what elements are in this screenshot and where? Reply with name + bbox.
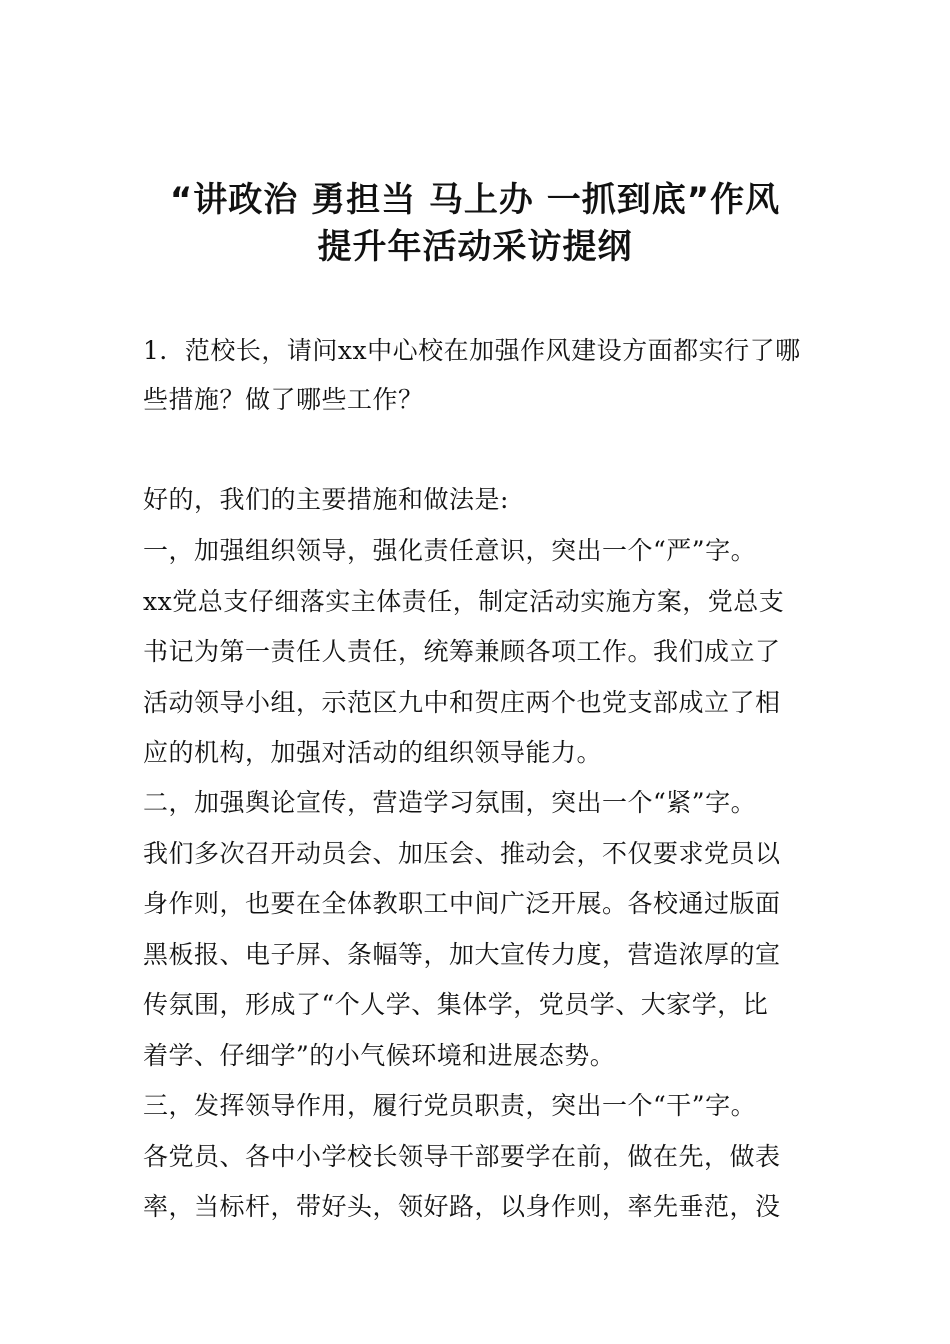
answer-line: 身作则，也要在全体教职工中间广泛开展。各校通过版面 xyxy=(143,889,781,918)
answer-line: 率，当标杆，带好头，领好路，以身作则，率先垂范，没 xyxy=(143,1192,781,1221)
answer-section-heading: 二，加强舆论宣传，营造学习氛围，突出一个“紧”字。 xyxy=(143,788,757,817)
answer-section-heading: 一，加强组织领导，强化责任意识，突出一个“严”字。 xyxy=(143,536,757,565)
answer-line: 活动领导小组，示范区九中和贺庄两个也党支部成立了相 xyxy=(143,688,781,717)
answer-line: 传氛围，形成了“个人学、集体学，党员学、大家学，比 xyxy=(143,990,769,1019)
answer-line: 应的机构，加强对活动的组织领导能力。 xyxy=(143,738,603,767)
question-line: 1．范校长，请问xx中心校在加强作风建设方面都实行了哪 xyxy=(143,336,801,365)
answer-line: 着学、仔细学”的小气候环境和进展态势。 xyxy=(143,1041,616,1070)
answer-intro-line: 好的，我们的主要措施和做法是: xyxy=(143,485,509,514)
question-line: 些措施？做了哪些工作？ xyxy=(143,385,424,414)
answer-line: xx党总支仔细落实主体责任，制定活动实施方案，党总支 xyxy=(143,587,785,616)
document-title-line-1: “讲政治 勇担当 马上办 一抓到底”作风 xyxy=(169,180,781,220)
answer-line: 我们多次召开动员会、加压会、推动会，不仅要求党员以 xyxy=(143,839,781,868)
answer-line: 黑板报、电子屏、条幅等，加大宣传力度，营造浓厚的宣 xyxy=(143,940,781,969)
document-title-line-2: 提升年活动采访提纲 xyxy=(317,227,633,267)
answer-line: 各党员、各中小学校长领导干部要学在前，做在先，做表 xyxy=(143,1142,781,1171)
answer-line: 书记为第一责任人责任，统筹兼顾各项工作。我们成立了 xyxy=(143,637,781,666)
answer-section-heading: 三，发挥领导作用，履行党员职责，突出一个“干”字。 xyxy=(143,1091,757,1120)
